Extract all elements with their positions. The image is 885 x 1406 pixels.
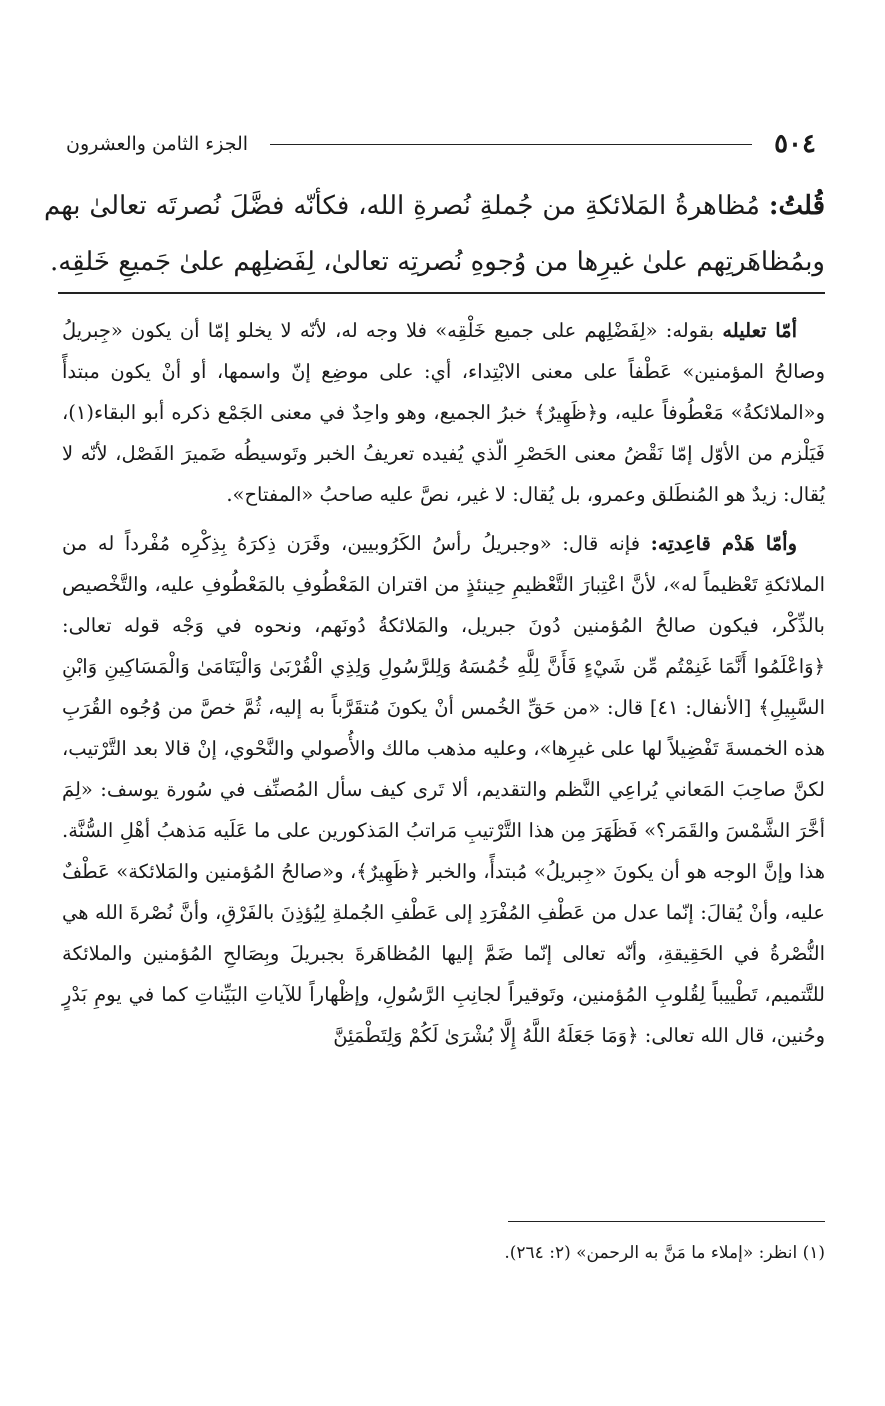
header-rule — [270, 144, 752, 145]
main-text — [44, 178, 825, 290]
commentary-paragraph — [62, 310, 825, 515]
running-title: الجزء الثامن والعشرون — [66, 133, 249, 155]
footnote: (١) انظر: «إملاء ما مَنَّ به الرحمن» (٢: ٢٦٤). — [504, 1243, 825, 1263]
footnote-divider — [508, 1221, 825, 1222]
paragraph-lead: أمّا تعليله — [722, 319, 797, 342]
paragraph-body: فإنه قال: «وجبريلُ رأسُ الكَرُوبيين، وقَرَن ذِكرَهُ بِذِكْرِه مُفْرداً له من الملائكةِ تَعْظيماً له»، لأنَّ اعْتِبارَ التَّعْظيمِ حِينئذٍ من اقتران المَعْطُوفِ بالمَعْطُوفِ عليه، والتَّخْصيص بالذِّكْر، فيكون صالحُ المُؤمنين دُونَ جبريل، والمَلائكةُ دُونَهم، ونحوه في وَجْه قوله تعالى: ﴿وَاعْلَمُوا أَنَّمَا غَنِمْتُم مِّن شَيْءٍ فَأَنَّ لِلَّهِ خُمُسَهُ وَلِلرَّسُولِ وَلِذِي الْقُرْبَىٰ وَالْيَتَامَىٰ وَالْمَسَاكِينِ وَابْنِ السَّبِيلِ﴾ [الأنفال: ٤١] قال: «من حَقِّ الخُمس أنْ يكونَ مُتقَرَّباً به إليه، ثُمَّ خصَّ من وُجُوه القُرَبِ هذه الخمسةَ تَفْضِيلاً لها على غيرِها»، وعليه مذهب مالك والأُصولي والنَّحْوي، إنْ قالا بعد التَّرْتيب، لكنَّ صاحِبَ المَعاني يُراعِي النَّظم والتقديم، ألا تَرى كيف سأل المُصنِّف في سُورة يوسف: «لِمَ أخَّرَ الشَّمْسَ والقَمَر؟» فَظَهَرَ مِن هذا التَّرْتيبِ مَراتبُ المَذكورين على ما عَلَيه مَذهبُ أهْلِ السُّنَّة. هذا وإنَّ الوجه هو أن يكونَ «جِبريلُ» مُبتدأً، والخبر ﴿ظَهِيرٌ﴾، و«صالحُ المُؤمنين والمَلائكة» عَطْفٌ عليه، وأنْ يُقالَ: إنّما عدل من عَطْفِ المُفْرَدِ إلى عَطْفِ الجُملةِ لِيُؤذِنَ بالفَرْقِ، وأنَّ نُصْرةَ الله هي النُّصْرةُ في الحَقِيقةِ، وأنّه تعالى إنّما ضَمَّ إليها المُظاهَرةَ بجبريلَ وبِصَالحِ المُؤمنين والملائكة للتَّتميم، تَطْييباً لِقُلوبِ المُؤمنين، وتَوقيراً لجانِبِ الرَّسُولِ، وإظْهاراً للآياتِ البَيِّناتِ كما في يومِ بَدْرٍ وحُنين، قال الله تعالى: ﴿وَمَا جَعَلَهُ اللَّهُ إِلَّا بُشْرَىٰ لَكُمْ وَلِتَطْمَئِنَّ — [62, 532, 825, 1047]
page-header — [66, 124, 816, 164]
page-number: ٥٠٤ — [774, 129, 816, 159]
section-divider — [58, 292, 825, 294]
main-text-body: مُظاهرةُ المَلائكةِ من جُملةِ نُصرةِ الله، فكأنّه فضَّلَ نُصرتَه تعالىٰ بهم وبمُظاهَرتِهم علىٰ غيرِها من وُجوهِ نُصرتِه تعالىٰ، لِفَضلِهم علىٰ جَميعِ خَلقِه. — [44, 191, 825, 277]
paragraph-body: بقوله: «لِفَضْلِهم على جميع خَلْقِه» فلا وجه له، لأنّه لا يخلو إمّا أن يكون «جِبريلُ وصالحُ المؤمنين» عَطْفاً على معنى الابْتِداء، أي: على موضِع إنّ واسمها، أو أنْ يكون مبتدأً و«الملائكةُ» مَعْطُوفاً عليه، و﴿ظَهِيرٌ﴾ خبرُ الجميع، وهو واحِدٌ في معنى الجَمْع ذكره أبو البقاء(١)، فَيَلْزم من الأوّل إمّا نَقْضُ معنى الحَصْرِ الّذي يُفيده تعريفُ الخبر وتَوسيطُه ضَميرَ الفَصْل، لأنّه لا يُقال: زيدٌ هو المُنطَلق وعمرو، بل يُقال: لا غير، نصَّ عليه صاحبُ «المفتاح». — [62, 319, 825, 506]
paragraph-lead: وأمّا هَدْم قاعِدتِه: — [650, 532, 797, 555]
main-text-lead: قُلتُ: — [768, 191, 826, 221]
commentary — [62, 310, 825, 1056]
commentary-paragraph — [62, 523, 825, 1056]
